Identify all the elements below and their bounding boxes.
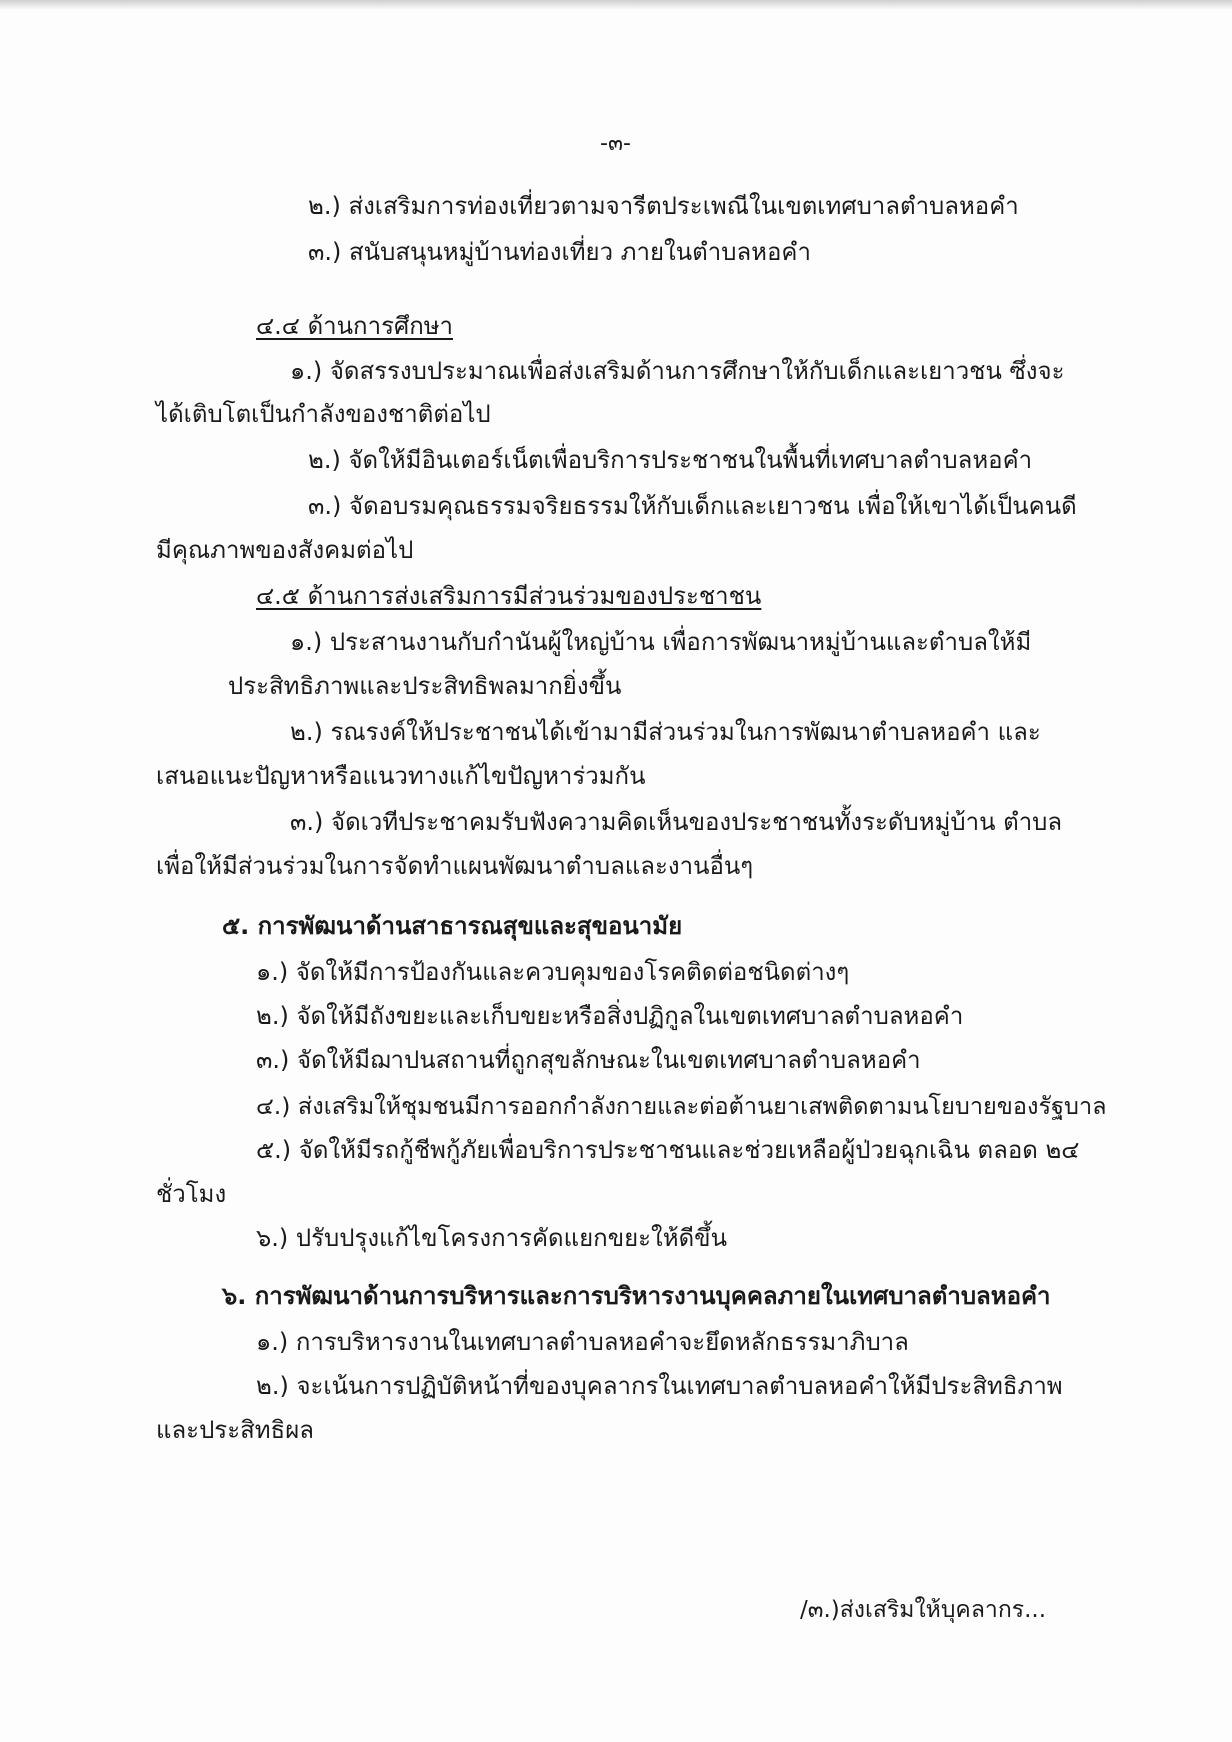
administration-item-1: ๑.) การบริหารงานในเทศบาลตำบลหอคำจะยึดหลักธรรมาภิบาล bbox=[256, 1328, 909, 1356]
participation-item-2-cont: เสนอแนะปัญหาหรือแนวทางแก้ไขปัญหาร่วมกัน bbox=[156, 762, 646, 790]
continuation-note: /๓.)ส่งเสริมให้บุคลากร... bbox=[800, 1597, 1047, 1623]
participation-item-1: ๑.) ประสานงานกับกำนันผู้ใหญ่บ้าน เพื่อการพัฒนาหมู่บ้านและตำบลให้มี bbox=[290, 628, 1032, 656]
health-item-6: ๖.) ปรับปรุงแก้ไขโครงการคัดแยกขยะให้ดีขึ้น bbox=[256, 1224, 727, 1252]
health-item-5-cont: ชั่วโมง bbox=[156, 1180, 227, 1208]
participation-item-3-cont: เพื่อให้มีส่วนร่วมในการจัดทำแผนพัฒนาตำบลและงานอื่นๆ bbox=[156, 852, 754, 880]
education-item-3: ๓.) จัดอบรมคุณธรรมจริยธรรมให้กับเด็กและเยาวชน เพื่อให้เขาได้เป็นคนดี bbox=[308, 492, 1077, 520]
participation-heading: ๔.๕ ด้านการส่งเสริมการมีส่วนร่วมของประชาชน bbox=[256, 582, 762, 610]
health-item-2: ๒.) จัดให้มีถังขยะและเก็บขยะหรือสิ่งปฏิกูลในเขตเทศบาลตำบลหอคำ bbox=[256, 1002, 964, 1030]
tourism-item-2: ๒.) ส่งเสริมการท่องเที่ยวตามจารีตประเพณีในเขตเทศบาลตำบลหอคำ bbox=[308, 192, 1019, 220]
education-heading: ๔.๔ ด้านการศึกษา bbox=[256, 312, 454, 340]
health-item-1: ๑.) จัดให้มีการป้องกันและควบคุมของโรคติดต่อชนิดต่างๆ bbox=[256, 958, 850, 986]
participation-item-3: ๓.) จัดเวทีประชาคมรับฟังความคิดเห็นของประชาชนทั้งระดับหมู่บ้าน ตำบล bbox=[290, 808, 1063, 836]
administration-heading: ๖. การพัฒนาด้านการบริหารและการบริหารงานบุคคลภายในเทศบาลตำบลหอคำ bbox=[222, 1282, 1051, 1310]
health-item-3: ๓.) จัดให้มีฌาปนสถานที่ถูกสุขลักษณะในเขตเทศบาลตำบลหอคำ bbox=[256, 1046, 921, 1074]
education-item-1: ๑.) จัดสรรงบประมาณเพื่อส่งเสริมด้านการศึกษาให้กับเด็กและเยาวชน ซึ่งจะ bbox=[290, 357, 1065, 385]
page-number: -๓- bbox=[600, 131, 631, 156]
participation-item-1-cont: ประสิทธิภาพและประสิทธิพลมากยิ่งขึ้น bbox=[228, 672, 622, 700]
education-item-3-cont: มีคุณภาพของสังคมต่อไป bbox=[156, 536, 414, 564]
administration-item-2: ๒.) จะเน้นการปฏิบัติหน้าที่ของบุคลากรในเทศบาลตำบลหอคำให้มีประสิทธิภาพ bbox=[256, 1372, 1063, 1400]
administration-item-2-cont: และประสิทธิผล bbox=[156, 1416, 314, 1444]
participation-item-2: ๒.) รณรงค์ให้ประชาชนได้เข้ามามีส่วนร่วมในการพัฒนาตำบลหอคำ และ bbox=[290, 718, 1041, 746]
health-heading: ๕. การพัฒนาด้านสาธารณสุขและสุขอนามัย bbox=[222, 912, 683, 940]
education-item-2: ๒.) จัดให้มีอินเตอร์เน็ตเพื่อบริการประชาชนในพื้นที่เทศบาลตำบลหอคำ bbox=[308, 446, 1033, 474]
health-item-5: ๕.) จัดให้มีรถกู้ชีพกู้ภัยเพื่อบริการประชาชนและช่วยเหลือผู้ป่วยฉุกเฉิน ตลอด ๒๔ bbox=[256, 1136, 1080, 1164]
tourism-item-3: ๓.) สนับสนุนหมู่บ้านท่องเที่ยว ภายในตำบลหอคำ bbox=[308, 238, 811, 266]
education-item-1-cont: ได้เติบโตเป็นกำลังของชาติต่อไป bbox=[156, 400, 491, 428]
health-item-4: ๔.) ส่งเสริมให้ชุมชนมีการออกกำลังกายและต่อต้านยาเสพติดตามนโยบายของรัฐบาล bbox=[256, 1092, 1107, 1120]
scan-edge-shadow bbox=[0, 0, 1232, 10]
